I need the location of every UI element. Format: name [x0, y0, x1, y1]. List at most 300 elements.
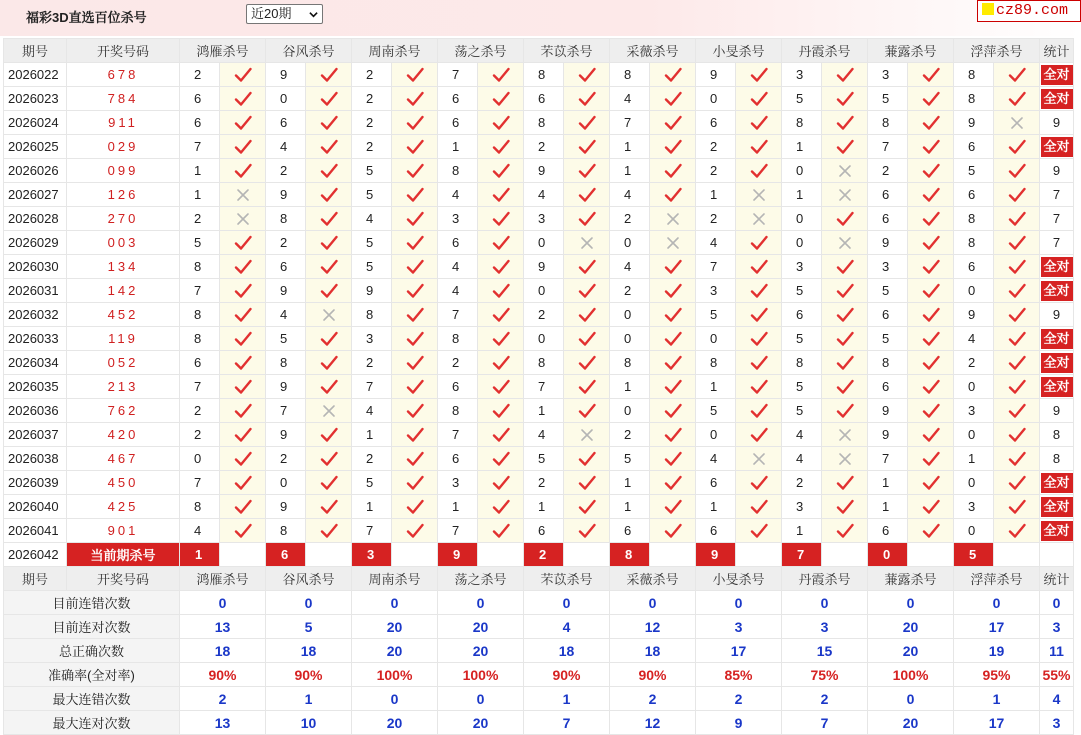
draw-number: 784 [67, 87, 179, 110]
kill-number: 4 [180, 519, 219, 542]
stat-count: 7 [1040, 183, 1073, 206]
draw-number: 270 [67, 207, 179, 230]
kill-number: 0 [954, 423, 993, 446]
issue-number: 2026033 [4, 327, 66, 350]
check-icon [822, 379, 867, 395]
summary-value: 20 [868, 639, 953, 662]
result-mark [220, 303, 265, 326]
kill-number: 6 [868, 375, 907, 398]
kill-number: 2 [352, 87, 391, 110]
kill-number: 0 [180, 447, 219, 470]
kill-number: 8 [180, 255, 219, 278]
current-kill-number: 0 [868, 543, 907, 566]
summary-value: 0 [610, 591, 695, 614]
summary-label: 目前连对次数 [4, 615, 179, 638]
result-mark [564, 519, 609, 542]
issue-number: 2026025 [4, 135, 66, 158]
kill-number: 1 [180, 159, 219, 182]
result-mark [564, 447, 609, 470]
summary-stat: 0 [1040, 591, 1073, 614]
result-mark [994, 519, 1039, 542]
result-mark [478, 255, 523, 278]
table-row [4, 159, 1073, 182]
summary-value: 20 [352, 711, 437, 734]
kill-number: 5 [782, 87, 821, 110]
result-mark [478, 495, 523, 518]
summary-value: 17 [954, 615, 1039, 638]
kill-number: 6 [696, 471, 735, 494]
check-icon [306, 91, 351, 107]
check-icon [220, 235, 265, 251]
result-mark [650, 351, 695, 374]
check-icon [392, 403, 437, 419]
issue-number: 2026026 [4, 159, 66, 182]
check-icon [908, 91, 953, 107]
result-mark [306, 63, 351, 86]
check-icon [478, 259, 523, 275]
kill-number: 1 [610, 471, 649, 494]
check-icon [908, 259, 953, 275]
stat-badge-text: 全对 [1041, 329, 1073, 349]
kill-number: 2 [524, 471, 563, 494]
result-mark [736, 183, 781, 206]
check-icon [564, 499, 609, 515]
kill-number: 0 [954, 279, 993, 302]
kill-number: 8 [180, 303, 219, 326]
result-mark [908, 159, 953, 182]
check-icon [306, 115, 351, 131]
kill-number: 8 [180, 327, 219, 350]
check-icon [736, 307, 781, 323]
kill-number: 6 [438, 447, 477, 470]
check-icon [994, 403, 1039, 419]
result-mark [564, 423, 609, 446]
table-row [4, 279, 1073, 302]
result-mark [908, 423, 953, 446]
summary-value: 1 [266, 687, 351, 710]
stat-badge-text: 全对 [1041, 257, 1073, 277]
check-icon [392, 235, 437, 251]
kill-number: 4 [438, 255, 477, 278]
check-icon [736, 523, 781, 539]
check-icon [908, 67, 953, 83]
kill-number: 2 [352, 63, 391, 86]
kill-number: 0 [524, 327, 563, 350]
check-icon [220, 67, 265, 83]
header-stat: 统计 [1040, 39, 1073, 62]
kill-number: 2 [352, 111, 391, 134]
result-mark [306, 279, 351, 302]
result-mark [736, 87, 781, 110]
current-stat-blank [1040, 543, 1073, 566]
check-icon [478, 187, 523, 203]
kill-number: 2 [180, 207, 219, 230]
issue-number: 2026037 [4, 423, 66, 446]
result-mark [220, 159, 265, 182]
cross-icon [650, 212, 695, 226]
table-row [4, 351, 1073, 374]
kill-number: 6 [954, 135, 993, 158]
result-mark [736, 231, 781, 254]
result-mark [736, 303, 781, 326]
draw-number: 452 [67, 303, 179, 326]
summary-value: 0 [438, 687, 523, 710]
check-icon [994, 259, 1039, 275]
result-mark [822, 351, 867, 374]
stat-count: 9 [1040, 111, 1073, 134]
result-mark [564, 231, 609, 254]
draw-number: 901 [67, 519, 179, 542]
kill-number: 8 [266, 519, 305, 542]
kill-number: 5 [782, 375, 821, 398]
check-icon [822, 475, 867, 491]
kill-number: 4 [782, 423, 821, 446]
kill-number: 9 [524, 159, 563, 182]
kill-number: 9 [696, 63, 735, 86]
result-mark [220, 375, 265, 398]
check-icon [736, 331, 781, 347]
header-expert: 采薇杀号 [610, 567, 695, 590]
header-stat: 统计 [1040, 567, 1073, 590]
result-mark [220, 471, 265, 494]
result-mark [392, 159, 437, 182]
kill-number: 9 [868, 399, 907, 422]
draw-number: 911 [67, 111, 179, 134]
check-icon [564, 139, 609, 155]
result-mark [650, 399, 695, 422]
kill-number: 0 [782, 207, 821, 230]
kill-number: 5 [352, 231, 391, 254]
result-mark [994, 135, 1039, 158]
kill-number: 5 [352, 255, 391, 278]
check-icon [392, 427, 437, 443]
kill-number: 4 [782, 447, 821, 470]
summary-value: 0 [782, 591, 867, 614]
current-kill-number: 3 [352, 543, 391, 566]
summary-row [4, 615, 1073, 638]
current-kill-number: 8 [610, 543, 649, 566]
kill-number: 0 [954, 471, 993, 494]
result-mark [650, 327, 695, 350]
summary-value: 5 [266, 615, 351, 638]
result-mark [392, 63, 437, 86]
kill-number: 1 [610, 135, 649, 158]
kill-number: 8 [180, 495, 219, 518]
issue-number: 2026034 [4, 351, 66, 374]
kill-number: 8 [954, 63, 993, 86]
check-icon [650, 91, 695, 107]
check-icon [564, 451, 609, 467]
kill-number: 4 [266, 303, 305, 326]
check-icon [392, 115, 437, 131]
result-mark [564, 399, 609, 422]
check-icon [994, 523, 1039, 539]
check-icon [650, 451, 695, 467]
kill-number: 9 [266, 495, 305, 518]
result-mark [306, 423, 351, 446]
kill-number: 3 [954, 399, 993, 422]
check-icon [564, 523, 609, 539]
kill-number: 3 [782, 255, 821, 278]
check-icon [908, 283, 953, 299]
check-icon [564, 187, 609, 203]
result-mark [736, 63, 781, 86]
check-icon [822, 115, 867, 131]
check-icon [306, 451, 351, 467]
kill-number: 6 [524, 87, 563, 110]
check-icon [650, 283, 695, 299]
cross-icon [822, 236, 867, 250]
kill-number: 5 [696, 399, 735, 422]
summary-value: 15 [782, 639, 867, 662]
result-mark [478, 375, 523, 398]
check-icon [478, 139, 523, 155]
summary-value: 17 [696, 639, 781, 662]
kill-number: 5 [180, 231, 219, 254]
kill-number: 1 [438, 135, 477, 158]
result-mark [306, 399, 351, 422]
check-icon [478, 523, 523, 539]
draw-number: 420 [67, 423, 179, 446]
check-icon [736, 115, 781, 131]
current-blank-cell [650, 543, 695, 566]
brand-logo[interactable] [977, 0, 1081, 22]
cross-icon [220, 188, 265, 202]
kill-number: 6 [954, 255, 993, 278]
kill-number: 4 [696, 231, 735, 254]
check-icon [220, 403, 265, 419]
result-mark [392, 255, 437, 278]
stat-all-correct-badge [1040, 471, 1073, 494]
table-row [4, 231, 1073, 254]
summary-value: 12 [610, 711, 695, 734]
result-mark [564, 495, 609, 518]
summary-value: 95% [954, 663, 1039, 686]
result-mark [392, 87, 437, 110]
check-icon [220, 331, 265, 347]
result-mark [478, 303, 523, 326]
summary-value: 0 [954, 591, 1039, 614]
result-mark [908, 183, 953, 206]
result-mark [220, 207, 265, 230]
draw-number: 450 [67, 471, 179, 494]
result-mark [306, 111, 351, 134]
current-blank-cell [306, 543, 351, 566]
check-icon [822, 355, 867, 371]
period-select[interactable] [246, 4, 323, 24]
stat-badge-text: 全对 [1041, 65, 1073, 85]
kill-number: 1 [782, 519, 821, 542]
summary-value: 20 [438, 639, 523, 662]
check-icon [994, 451, 1039, 467]
check-icon [908, 331, 953, 347]
check-icon [478, 427, 523, 443]
result-mark [994, 111, 1039, 134]
current-kill-number: 6 [266, 543, 305, 566]
check-icon [564, 115, 609, 131]
check-icon [994, 163, 1039, 179]
kill-number: 5 [352, 471, 391, 494]
kill-number: 7 [438, 423, 477, 446]
check-icon [478, 499, 523, 515]
kill-number: 4 [438, 279, 477, 302]
kill-number: 1 [782, 135, 821, 158]
kill-number: 8 [868, 351, 907, 374]
result-mark [392, 303, 437, 326]
current-issue-number: 2026042 [4, 543, 66, 566]
stat-count: 7 [1040, 231, 1073, 254]
result-mark [908, 303, 953, 326]
kill-number: 9 [954, 111, 993, 134]
result-mark [908, 327, 953, 350]
summary-value: 0 [696, 591, 781, 614]
cross-icon [994, 116, 1039, 130]
issue-number: 2026030 [4, 255, 66, 278]
stat-badge-text: 全对 [1041, 377, 1073, 397]
result-mark [392, 135, 437, 158]
result-mark [736, 207, 781, 230]
check-icon [392, 451, 437, 467]
result-mark [908, 231, 953, 254]
result-mark [650, 231, 695, 254]
result-mark [908, 63, 953, 86]
check-icon [736, 283, 781, 299]
header-issue: 期号 [4, 567, 66, 590]
result-mark [564, 63, 609, 86]
result-mark [736, 495, 781, 518]
kill-number: 0 [610, 327, 649, 350]
result-mark [994, 327, 1039, 350]
summary-value: 0 [524, 591, 609, 614]
summary-row [4, 711, 1073, 734]
kill-number: 5 [266, 327, 305, 350]
result-mark [822, 63, 867, 86]
table-row [4, 63, 1073, 86]
current-kill-number: 7 [782, 543, 821, 566]
current-blank-cell [478, 543, 523, 566]
summary-value: 2 [180, 687, 265, 710]
kill-number: 1 [352, 495, 391, 518]
check-icon [908, 163, 953, 179]
result-mark [306, 471, 351, 494]
check-icon [392, 355, 437, 371]
result-mark [650, 447, 695, 470]
kill-number: 8 [610, 351, 649, 374]
check-icon [994, 475, 1039, 491]
summary-label: 准确率(全对率) [4, 663, 179, 686]
result-mark [478, 111, 523, 134]
draw-number: 762 [67, 399, 179, 422]
result-mark [908, 519, 953, 542]
kill-number: 5 [352, 159, 391, 182]
check-icon [564, 403, 609, 419]
header-expert: 蒹露杀号 [868, 39, 953, 62]
top-bar [0, 0, 1081, 36]
result-mark [478, 351, 523, 374]
check-icon [306, 331, 351, 347]
header-expert: 小旻杀号 [696, 567, 781, 590]
kill-number: 6 [180, 87, 219, 110]
check-icon [220, 115, 265, 131]
kill-number: 3 [438, 207, 477, 230]
summary-value: 90% [266, 663, 351, 686]
kill-number: 6 [868, 519, 907, 542]
result-mark [908, 87, 953, 110]
current-blank-cell [908, 543, 953, 566]
check-icon [908, 475, 953, 491]
cross-icon [306, 404, 351, 418]
kill-number: 9 [868, 423, 907, 446]
result-mark [392, 351, 437, 374]
result-mark [736, 255, 781, 278]
kill-number-table [3, 38, 1074, 735]
table-row [4, 519, 1073, 542]
result-mark [392, 231, 437, 254]
draw-number: 467 [67, 447, 179, 470]
check-icon [908, 307, 953, 323]
result-mark [822, 279, 867, 302]
result-mark [822, 183, 867, 206]
result-mark [306, 207, 351, 230]
summary-value: 100% [868, 663, 953, 686]
result-mark [478, 135, 523, 158]
result-mark [736, 111, 781, 134]
kill-number: 4 [524, 423, 563, 446]
kill-number: 8 [954, 87, 993, 110]
summary-label: 总正确次数 [4, 639, 179, 662]
check-icon [220, 451, 265, 467]
check-icon [650, 523, 695, 539]
stat-all-correct-badge [1040, 375, 1073, 398]
result-mark [822, 399, 867, 422]
draw-number: 126 [67, 183, 179, 206]
check-icon [994, 331, 1039, 347]
result-mark [564, 87, 609, 110]
check-icon [478, 67, 523, 83]
result-mark [564, 207, 609, 230]
stat-badge-text: 全对 [1041, 473, 1073, 493]
kill-number: 7 [266, 399, 305, 422]
summary-label: 目前连错次数 [4, 591, 179, 614]
issue-number: 2026036 [4, 399, 66, 422]
check-icon [220, 91, 265, 107]
summary-value: 3 [696, 615, 781, 638]
result-mark [650, 255, 695, 278]
kill-number: 0 [610, 231, 649, 254]
summary-value: 90% [180, 663, 265, 686]
result-mark [392, 471, 437, 494]
result-mark [908, 255, 953, 278]
result-mark [908, 279, 953, 302]
check-icon [392, 475, 437, 491]
header-expert: 芣苡杀号 [524, 39, 609, 62]
check-icon [908, 187, 953, 203]
check-icon [822, 403, 867, 419]
result-mark [306, 375, 351, 398]
issue-number: 2026031 [4, 279, 66, 302]
issue-number: 2026027 [4, 183, 66, 206]
check-icon [736, 355, 781, 371]
result-mark [994, 471, 1039, 494]
stat-all-correct-badge [1040, 87, 1073, 110]
draw-number: 134 [67, 255, 179, 278]
result-mark [478, 327, 523, 350]
header-expert: 谷风杀号 [266, 39, 351, 62]
issue-number: 2026040 [4, 495, 66, 518]
result-mark [908, 207, 953, 230]
check-icon [392, 283, 437, 299]
check-icon [478, 307, 523, 323]
